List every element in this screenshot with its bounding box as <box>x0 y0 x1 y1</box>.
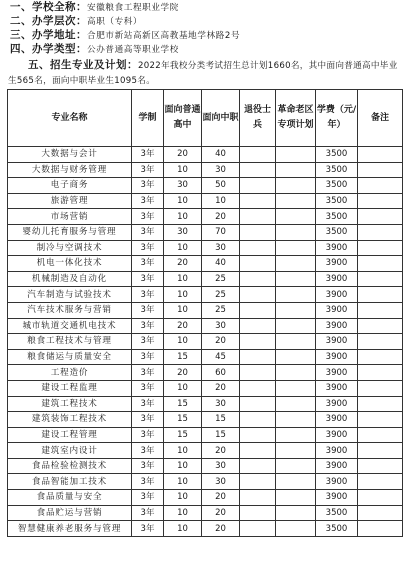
cell-special-plan <box>276 443 316 459</box>
cell-veterans <box>240 256 276 272</box>
cell-duration: 3年 <box>132 162 164 178</box>
cell-duration: 3年 <box>132 490 164 506</box>
table-body <box>8 147 403 537</box>
cell-duration: 3年 <box>132 427 164 443</box>
cell-major: 智慧健康养老服务与管理 <box>8 521 132 537</box>
school-name: 安徽粮食工程职业学院 <box>87 3 179 13</box>
cell-duration: 3年 <box>132 521 164 537</box>
cell-duration: 3年 <box>132 271 164 287</box>
cell-duration: 3年 <box>132 224 164 240</box>
table-row <box>8 271 403 287</box>
cell-duration: 3年 <box>132 458 164 474</box>
cell-major: 市场营销 <box>8 209 132 225</box>
cell-major: 食品检验检测技术 <box>8 458 132 474</box>
table-row <box>8 302 403 318</box>
enrollment-plan-text: 2022年我校分类考试招生总计划1660名，其中面向普通高中毕业生565名，面向中职毕业生1095名。 <box>8 61 398 86</box>
cell-veterans <box>240 209 276 225</box>
cell-general-hs: 10 <box>164 505 202 521</box>
cell-notes <box>358 521 403 537</box>
cell-major: 大数据与财务管理 <box>8 162 132 178</box>
cell-vocational: 25 <box>202 287 240 303</box>
school-address: 合肥市新站高新区高教基地学林路2号 <box>87 31 241 41</box>
cell-major: 汽车制造与试验技术 <box>8 287 132 303</box>
cell-duration: 3年 <box>132 334 164 350</box>
cell-general-hs: 20 <box>164 256 202 272</box>
cell-tuition: 3900 <box>316 240 358 256</box>
cell-notes <box>358 474 403 490</box>
cell-vocational: 10 <box>202 193 240 209</box>
cell-special-plan <box>276 162 316 178</box>
cell-veterans <box>240 271 276 287</box>
table-row <box>8 240 403 256</box>
cell-general-hs: 10 <box>164 474 202 490</box>
table-row <box>8 287 403 303</box>
col-header-veterans: 退役士兵 <box>240 90 276 147</box>
cell-major: 机械制造及自动化 <box>8 271 132 287</box>
cell-major: 建筑室内设计 <box>8 443 132 459</box>
cell-general-hs: 10 <box>164 443 202 459</box>
cell-notes <box>358 490 403 506</box>
cell-major: 汽车技术服务与营销 <box>8 302 132 318</box>
enrollment-table <box>7 89 403 537</box>
table-row <box>8 521 403 537</box>
cell-major: 粮食工程技术与管理 <box>8 334 132 350</box>
cell-special-plan <box>276 334 316 350</box>
cell-major: 食品质量与安全 <box>8 490 132 506</box>
cell-special-plan <box>276 474 316 490</box>
cell-major: 城市轨道交通机电技术 <box>8 318 132 334</box>
table-row <box>8 505 403 521</box>
cell-vocational: 30 <box>202 240 240 256</box>
cell-general-hs: 10 <box>164 458 202 474</box>
cell-vocational: 40 <box>202 147 240 163</box>
enrollment-plan-label: 五、招生专业及计划： <box>28 59 138 71</box>
cell-veterans <box>240 318 276 334</box>
cell-notes <box>358 318 403 334</box>
table-row <box>8 365 403 381</box>
cell-veterans <box>240 224 276 240</box>
table-row <box>8 474 403 490</box>
cell-veterans <box>240 302 276 318</box>
cell-vocational: 30 <box>202 396 240 412</box>
cell-vocational: 20 <box>202 380 240 396</box>
cell-tuition: 3500 <box>316 224 358 240</box>
cell-special-plan <box>276 240 316 256</box>
cell-veterans <box>240 334 276 350</box>
cell-major: 机电一体化技术 <box>8 256 132 272</box>
cell-notes <box>358 380 403 396</box>
cell-vocational: 30 <box>202 318 240 334</box>
enrollment-plan-paragraph <box>8 58 406 89</box>
cell-vocational: 60 <box>202 365 240 381</box>
cell-general-hs: 30 <box>164 224 202 240</box>
cell-special-plan <box>276 178 316 194</box>
table-row <box>8 318 403 334</box>
cell-special-plan <box>276 490 316 506</box>
cell-tuition: 3900 <box>316 458 358 474</box>
cell-vocational: 50 <box>202 178 240 194</box>
cell-vocational: 30 <box>202 474 240 490</box>
cell-duration: 3年 <box>132 287 164 303</box>
cell-tuition: 3900 <box>316 396 358 412</box>
cell-notes <box>358 349 403 365</box>
cell-tuition: 3900 <box>316 287 358 303</box>
cell-vocational: 30 <box>202 162 240 178</box>
cell-major: 食品智能加工技术 <box>8 474 132 490</box>
cell-tuition: 3900 <box>316 271 358 287</box>
cell-special-plan <box>276 458 316 474</box>
table-row <box>8 427 403 443</box>
cell-veterans <box>240 147 276 163</box>
cell-notes <box>358 287 403 303</box>
cell-special-plan <box>276 365 316 381</box>
cell-vocational: 20 <box>202 334 240 350</box>
cell-general-hs: 15 <box>164 412 202 428</box>
cell-major: 制冷与空调技术 <box>8 240 132 256</box>
col-header-notes: 备注 <box>358 90 403 147</box>
cell-duration: 3年 <box>132 147 164 163</box>
cell-notes <box>358 505 403 521</box>
cell-notes <box>358 334 403 350</box>
cell-duration: 3年 <box>132 412 164 428</box>
cell-major: 建设工程监理 <box>8 380 132 396</box>
table-row <box>8 396 403 412</box>
cell-notes <box>358 427 403 443</box>
table-row <box>8 412 403 428</box>
cell-major: 电子商务 <box>8 178 132 194</box>
school-address-label: 三、办学地址： <box>10 29 87 41</box>
cell-special-plan <box>276 380 316 396</box>
cell-vocational: 20 <box>202 490 240 506</box>
cell-veterans <box>240 521 276 537</box>
cell-veterans <box>240 396 276 412</box>
cell-general-hs: 30 <box>164 178 202 194</box>
col-header-tuition: 学费（元/年） <box>316 90 358 147</box>
cell-tuition: 3900 <box>316 443 358 459</box>
cell-duration: 3年 <box>132 396 164 412</box>
cell-general-hs: 15 <box>164 396 202 412</box>
cell-tuition: 3900 <box>316 334 358 350</box>
cell-vocational: 20 <box>202 521 240 537</box>
cell-tuition: 3500 <box>316 178 358 194</box>
cell-tuition: 3900 <box>316 427 358 443</box>
cell-duration: 3年 <box>132 505 164 521</box>
cell-veterans <box>240 427 276 443</box>
table-row <box>8 380 403 396</box>
cell-veterans <box>240 443 276 459</box>
cell-tuition: 3900 <box>316 302 358 318</box>
cell-vocational: 20 <box>202 443 240 459</box>
cell-special-plan <box>276 302 316 318</box>
cell-veterans <box>240 458 276 474</box>
cell-veterans <box>240 365 276 381</box>
cell-duration: 3年 <box>132 443 164 459</box>
cell-duration: 3年 <box>132 256 164 272</box>
cell-veterans <box>240 287 276 303</box>
cell-tuition: 3500 <box>316 505 358 521</box>
table-row <box>8 443 403 459</box>
cell-major: 食品贮运与营销 <box>8 505 132 521</box>
cell-general-hs: 10 <box>164 490 202 506</box>
cell-tuition: 3500 <box>316 147 358 163</box>
cell-notes <box>358 224 403 240</box>
cell-tuition: 3900 <box>316 490 358 506</box>
cell-notes <box>358 162 403 178</box>
cell-special-plan <box>276 193 316 209</box>
table-row <box>8 178 403 194</box>
cell-notes <box>358 256 403 272</box>
school-type-line <box>10 43 179 56</box>
cell-duration: 3年 <box>132 209 164 225</box>
table-row <box>8 209 403 225</box>
cell-general-hs: 10 <box>164 162 202 178</box>
cell-major: 建筑工程技术 <box>8 396 132 412</box>
cell-vocational: 20 <box>202 505 240 521</box>
cell-duration: 3年 <box>132 178 164 194</box>
cell-veterans <box>240 193 276 209</box>
cell-tuition: 3900 <box>316 256 358 272</box>
cell-veterans <box>240 162 276 178</box>
cell-general-hs: 15 <box>164 427 202 443</box>
cell-duration: 3年 <box>132 349 164 365</box>
table-row <box>8 458 403 474</box>
cell-vocational: 30 <box>202 458 240 474</box>
cell-veterans <box>240 490 276 506</box>
cell-veterans <box>240 380 276 396</box>
cell-notes <box>358 271 403 287</box>
school-name-label: 一、学校全称： <box>10 1 87 13</box>
cell-veterans <box>240 178 276 194</box>
cell-notes <box>358 365 403 381</box>
school-level-line <box>10 15 142 28</box>
cell-major: 粮食储运与质量安全 <box>8 349 132 365</box>
cell-notes <box>358 302 403 318</box>
cell-notes <box>358 396 403 412</box>
cell-major: 建筑装饰工程技术 <box>8 412 132 428</box>
table-header-row <box>8 90 403 147</box>
school-type-label: 四、办学类型： <box>10 43 87 55</box>
cell-duration: 3年 <box>132 474 164 490</box>
cell-major: 婴幼儿托育服务与管理 <box>8 224 132 240</box>
cell-special-plan <box>276 521 316 537</box>
cell-veterans <box>240 505 276 521</box>
cell-general-hs: 10 <box>164 302 202 318</box>
table-row <box>8 256 403 272</box>
school-level-label: 二、办学层次： <box>10 15 87 27</box>
cell-tuition: 3900 <box>316 474 358 490</box>
cell-special-plan <box>276 147 316 163</box>
cell-tuition: 3500 <box>316 162 358 178</box>
cell-notes <box>358 443 403 459</box>
cell-duration: 3年 <box>132 302 164 318</box>
cell-major: 建设工程管理 <box>8 427 132 443</box>
cell-notes <box>358 193 403 209</box>
cell-vocational: 15 <box>202 427 240 443</box>
cell-notes <box>358 412 403 428</box>
cell-notes <box>358 209 403 225</box>
table-row <box>8 193 403 209</box>
cell-veterans <box>240 474 276 490</box>
cell-general-hs: 15 <box>164 349 202 365</box>
cell-notes <box>358 458 403 474</box>
cell-tuition: 3900 <box>316 365 358 381</box>
cell-duration: 3年 <box>132 365 164 381</box>
cell-general-hs: 10 <box>164 240 202 256</box>
cell-general-hs: 10 <box>164 271 202 287</box>
cell-special-plan <box>276 256 316 272</box>
cell-special-plan <box>276 396 316 412</box>
cell-tuition: 3900 <box>316 349 358 365</box>
cell-special-plan <box>276 209 316 225</box>
col-header-major: 专业名称 <box>8 90 132 147</box>
cell-general-hs: 10 <box>164 209 202 225</box>
cell-notes <box>358 178 403 194</box>
cell-vocational: 25 <box>202 271 240 287</box>
cell-tuition: 3900 <box>316 380 358 396</box>
cell-general-hs: 20 <box>164 318 202 334</box>
cell-veterans <box>240 240 276 256</box>
school-address-line <box>10 29 240 42</box>
cell-tuition: 3500 <box>316 209 358 225</box>
cell-vocational: 40 <box>202 256 240 272</box>
cell-general-hs: 10 <box>164 193 202 209</box>
cell-notes <box>358 147 403 163</box>
cell-tuition: 3500 <box>316 521 358 537</box>
cell-general-hs: 20 <box>164 365 202 381</box>
cell-tuition: 3900 <box>316 318 358 334</box>
cell-special-plan <box>276 287 316 303</box>
school-type: 公办普通高等职业学校 <box>87 45 179 55</box>
cell-vocational: 25 <box>202 302 240 318</box>
table-row <box>8 162 403 178</box>
cell-vocational: 15 <box>202 412 240 428</box>
cell-special-plan <box>276 505 316 521</box>
cell-general-hs: 10 <box>164 334 202 350</box>
cell-general-hs: 10 <box>164 380 202 396</box>
col-header-vocational: 面向中职 <box>202 90 240 147</box>
cell-major: 大数据与会计 <box>8 147 132 163</box>
cell-duration: 3年 <box>132 318 164 334</box>
cell-vocational: 20 <box>202 209 240 225</box>
cell-general-hs: 20 <box>164 147 202 163</box>
cell-tuition: 3900 <box>316 412 358 428</box>
cell-special-plan <box>276 349 316 365</box>
cell-special-plan <box>276 318 316 334</box>
cell-special-plan <box>276 271 316 287</box>
col-header-duration: 学制 <box>132 90 164 147</box>
cell-special-plan <box>276 224 316 240</box>
cell-major: 旅游管理 <box>8 193 132 209</box>
cell-notes <box>358 240 403 256</box>
table-row <box>8 334 403 350</box>
table-row <box>8 147 403 163</box>
cell-special-plan <box>276 427 316 443</box>
col-header-special-plan: 革命老区专项计划 <box>276 90 316 147</box>
cell-vocational: 45 <box>202 349 240 365</box>
cell-veterans <box>240 349 276 365</box>
table-row <box>8 224 403 240</box>
cell-duration: 3年 <box>132 193 164 209</box>
cell-duration: 3年 <box>132 380 164 396</box>
cell-general-hs: 10 <box>164 521 202 537</box>
cell-major: 工程造价 <box>8 365 132 381</box>
cell-general-hs: 10 <box>164 287 202 303</box>
cell-veterans <box>240 412 276 428</box>
cell-tuition: 3500 <box>316 193 358 209</box>
school-level: 高职（专科） <box>87 17 143 27</box>
cell-vocational: 70 <box>202 224 240 240</box>
cell-special-plan <box>276 412 316 428</box>
table-row <box>8 490 403 506</box>
cell-duration: 3年 <box>132 240 164 256</box>
col-header-general-hs: 面向普通高中 <box>164 90 202 147</box>
table-row <box>8 349 403 365</box>
school-name-line <box>10 1 179 14</box>
